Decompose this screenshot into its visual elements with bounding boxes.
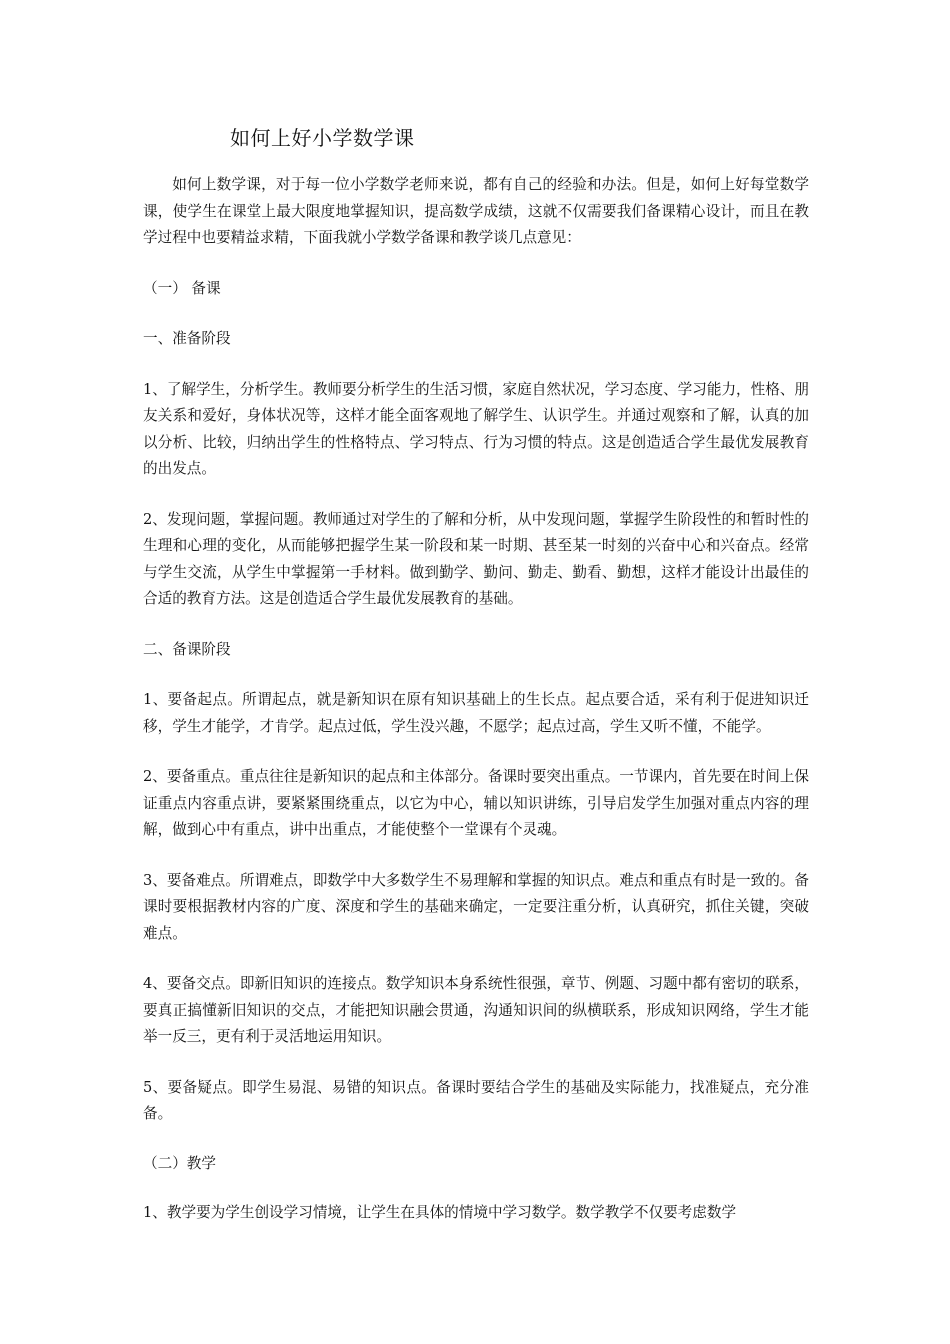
document-body [143,172,809,1227]
paragraph-key-point: 2、要备重点。重点往往是新知识的起点和主体部分。备课时要突出重点。一节课内，首先要在时间上保证重点内容重点讲，要紧紧围绕重点，以它为中心，辅以知识讲练，引导启发学生加强对重点内容的理解，做到心中有重点，讲中出重点，才能使整个一堂课有个灵魂。 [143,768,810,838]
paragraph-starting-point: 1、要备起点。所谓起点，就是新知识在原有知识基础上的生长点。起点要合适，采有利于促进知识迁移，学生才能学，才肯学。起点过低，学生没兴趣，不愿学；起点过高，学生又听不懂，不能学。 [143,691,809,735]
section-heading-lesson-prep: （一） 备课 [143,279,221,297]
subsection-heading-lesson-stage: 二、备课阶段 [143,640,231,658]
paragraph-connection-point: 4、要备交点。即新旧知识的连接点。数学知识本身系统性很强，章节、例题、习题中都有密切的联系，要真正搞懂新旧知识的交点，才能把知识融会贯通，沟通知识间的纵横联系，形成知识网络，学生才能举一反三，更有利于灵活地运用知识。 [143,975,810,1045]
intro-paragraph: 如何上数学课，对于每一位小学数学老师来说，都有自己的经验和办法。但是，如何上好每堂数学课，使学生在课堂上最大限度地掌握知识，提高数学成绩，这就不仅需要我们备课精心设计，而且在教学过程中也要精益求精，下面我就小学数学备课和教学谈几点意见： [143,176,809,246]
paragraph-understand-students: 1、了解学生，分析学生。教师要分析学生的生活习惯，家庭自然状况，学习态度、学习能力，性格、朋友关系和爱好，身体状况等，这样才能全面客观地了解学生、认识学生。并通过观察和了解，认真的加以分析、比较，归纳出学生的性格特点、学习特点、行为习惯的特点。这是创造适合学生最优发展教育的出发点。 [143,380,810,477]
document-title: 如何上好小学数学课 [230,126,415,150]
section-heading-teaching: （二）教学 [143,1154,216,1172]
paragraph-find-problems: 2、发现问题，掌握问题。教师通过对学生的了解和分析，从中发现问题，掌握学生阶段性的和暂时性的生理和心理的变化，从而能够把握学生某一阶段和某一时期、甚至某一时刻的兴奋中心和兴奋点。经常与学生交流，从学生中掌握第一手材料。做到勤学、勤问、勤走、勤看、勤想，这样才能设计出最佳的合适的教育方法。这是创造适合学生最优发展教育的基础。 [143,510,810,607]
paragraph-teaching-situation: 1、教学要为学生创设学习情境，让学生在具体的情境中学习数学。数学教学不仅要考虑数学 [143,1204,737,1221]
subsection-heading-preparation-stage: 一、准备阶段 [143,330,231,347]
paragraph-doubt-point: 5、要备疑点。即学生易混、易错的知识点。备课时要结合学生的基础及实际能力，找准疑点，充分准备。 [143,1078,809,1122]
paragraph-difficult-point: 3、要备难点。所谓难点，即数学中大多数学生不易理解和掌握的知识点。难点和重点有时是一致的。备课时要根据教材内容的广度、深度和学生的基础来确定，一定要注重分析，认真研究，抓住关键，突破难点。 [143,871,810,942]
